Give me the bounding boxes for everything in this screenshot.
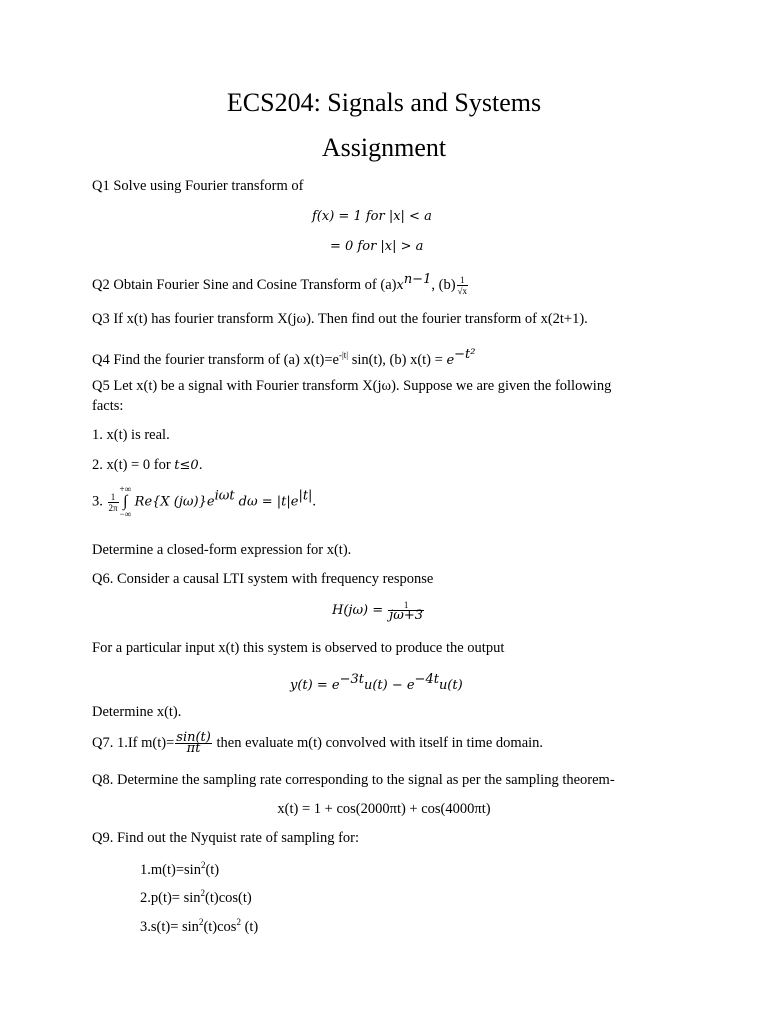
q6-text-2: For a particular input x(t) this system is observed to produce the output [92,640,505,656]
q7-suffix: then evaluate m(t) convolved with itself in time domain. [212,734,544,751]
integral-sign-icon: ∫ [123,493,128,510]
title-line-2: Assignment [321,133,447,162]
q5-fact-3 [92,484,316,520]
q6-h-numerator: 1 [388,600,424,611]
q9-item-1-a: 1.m(t)=sin [140,861,201,878]
q5-fact-3-rest-exponent: |t| [298,488,313,504]
q9-item-2-b: (t)cos(t) [205,889,252,906]
q8-equation: x(t) = 1 + cos(2000πt) + cos(4000πt) [277,801,491,817]
q9-item-3-sup: 2 [198,917,204,927]
q2-b-fraction [457,275,468,296]
q6-text: Q6. Consider a causal LTI system with frequency response [92,571,434,587]
q9-item-2 [140,888,252,907]
q4-line [92,347,475,369]
q9-item-2-sup: 2 [200,888,206,898]
q6-h-lhs: H(jω) = [332,602,388,618]
q4-exponent-a: -|t| [338,350,349,360]
q9-item-3-c: (t) [240,918,259,935]
q5-line-2: facts: [92,398,124,414]
q5-fact-3-integrand: Re{X (jω)}e [134,494,215,510]
q6-h-denominator: jω+3 [389,608,424,623]
q7-denominator: πt [186,741,201,756]
q9-text: Q9. Find out the Nyquist rate of sampling for: [92,830,360,846]
q5-fact-2-math: t≤0. [174,458,203,473]
q6-y-middle: u(t) − e [363,677,415,693]
q1-text: Q1 Solve using Fourier transform of [92,178,304,194]
q5-fact-1: 1. x(t) is real. [92,427,170,443]
q9-item-2-a: 2.p(t)= sin [140,889,201,906]
q6-frequency-response [332,600,425,621]
q2-text: Q2 Obtain Fourier Sine and Cosine Transform of (a) [92,276,397,293]
q9-item-3-b: (t)cos [203,918,237,935]
q6-closing: Determine x(t). [92,704,182,720]
q2-line [92,272,469,296]
q8-text: Q8. Determine the sampling rate corresponding to the signal as per the sampling theorem- [92,772,615,788]
q4-text-b: sin(t), (b) x(t) = [348,351,447,368]
q3-text: Q3 If x(t) has fourier transform X(jω). Then find out the fourier transform of x(2t+1). [92,311,588,327]
title-line-1: ECS204: Signals and Systems [226,88,542,117]
q5-integral-upper-limit: +∞ [119,484,132,494]
q2-a-exponent: n−1 [403,272,432,287]
q5-fact-3-prefix: 3. [92,493,107,510]
q5-line-1: Q5 Let x(t) be a signal with Fourier transform X(jω). Suppose we are given the following [92,378,612,394]
q9-item-3-a: 3.s(t)= sin [140,918,199,935]
q2-b-denominator: √x [457,286,467,296]
q6-y-end: u(t) [438,677,463,693]
q7-fraction [175,730,212,756]
q6-y-exponent-1: −3t [339,672,364,687]
q4-base-b: e [446,352,455,368]
q9-item-1 [140,860,219,879]
q9-item-1-sup: 2 [200,860,206,870]
q9-item-3 [140,917,258,936]
q5-fact-3-fraction [108,492,119,513]
q5-fact-3-denominator: 2π [108,502,118,513]
q9-item-3-sup-2: 2 [236,917,241,927]
q7-line [92,730,544,756]
q5-fact-3-exponent: iωt [214,488,235,504]
q1-equation-1: f(x) = 1 for |x| < a [312,209,432,224]
q2-a-base: x [396,277,404,293]
q4-exponent-b: −t² [454,347,476,362]
q1-equation-2: = 0 for |x| > a [330,239,424,254]
q2-separator: , (b) [431,276,456,293]
q5-fact-3-rest: dω = |t|e [234,494,299,510]
q2-b-numerator: 1 [457,275,468,286]
q6-y-lhs: y(t) = e [290,677,340,693]
q6-output-equation [290,672,463,694]
q4-text-a: Q4 Find the fourier transform of (a) x(t)=e [92,351,339,368]
q5-fact-2-text: 2. x(t) = 0 for [92,457,175,473]
q6-h-fraction [388,600,424,621]
q6-y-exponent-2: −4t [414,672,439,687]
q5-integral-lower-limit: −∞ [119,509,132,519]
q5-fact-3-numerator: 1 [108,492,119,503]
q5-fact-2 [92,457,203,474]
q7-numerator: sin(t) [176,730,211,745]
q5-fact-3-end: . [312,493,317,510]
q7-prefix: Q7. 1.If m(t)= [92,734,175,751]
q9-item-1-b: (t) [205,861,220,878]
q5-fact-3-integral [120,484,132,520]
q5-closing: Determine a closed-form expression for x(t). [92,542,352,558]
